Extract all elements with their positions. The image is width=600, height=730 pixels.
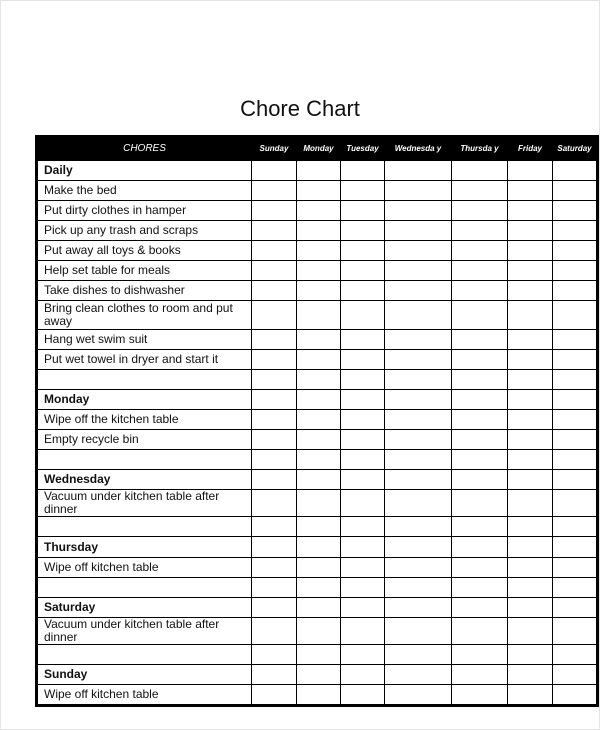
check-cell[interactable]: [341, 390, 385, 410]
check-cell[interactable]: [252, 301, 297, 330]
check-cell[interactable]: [385, 221, 452, 241]
check-cell[interactable]: [508, 618, 553, 645]
check-cell[interactable]: [252, 350, 297, 370]
check-cell[interactable]: [553, 301, 598, 330]
check-cell[interactable]: [553, 330, 598, 350]
check-cell[interactable]: [341, 410, 385, 430]
section-label: Wednesday: [37, 470, 252, 490]
check-cell[interactable]: [297, 261, 341, 281]
check-cell[interactable]: [452, 301, 508, 330]
check-cell[interactable]: [553, 558, 598, 578]
check-cell[interactable]: [252, 618, 297, 645]
check-cell[interactable]: [385, 618, 452, 645]
chore-row: [37, 330, 598, 350]
check-cell[interactable]: [252, 241, 297, 261]
section-label: Saturday: [37, 598, 252, 618]
check-cell[interactable]: [553, 390, 598, 410]
header-saturday: Saturday: [553, 136, 598, 161]
check-cell[interactable]: [341, 685, 385, 706]
check-cell[interactable]: [297, 598, 341, 618]
chore-label: Help set table for meals: [37, 261, 252, 281]
check-cell[interactable]: [341, 370, 385, 390]
check-cell[interactable]: [385, 330, 452, 350]
check-cell[interactable]: [341, 490, 385, 517]
check-cell[interactable]: [252, 430, 297, 450]
check-cell[interactable]: [297, 578, 341, 598]
check-cell[interactable]: [508, 201, 553, 221]
check-cell[interactable]: [297, 161, 341, 181]
check-cell[interactable]: [553, 645, 598, 665]
check-cell[interactable]: [297, 430, 341, 450]
check-cell[interactable]: [508, 558, 553, 578]
check-cell[interactable]: [297, 470, 341, 490]
check-cell[interactable]: [452, 450, 508, 470]
header-monday: Monday: [297, 136, 341, 161]
check-cell[interactable]: [508, 665, 553, 685]
check-cell[interactable]: [553, 281, 598, 301]
check-cell[interactable]: [252, 370, 297, 390]
check-cell[interactable]: [452, 330, 508, 350]
check-cell[interactable]: [385, 430, 452, 450]
check-cell[interactable]: [385, 490, 452, 517]
check-cell[interactable]: [452, 201, 508, 221]
check-cell[interactable]: [508, 350, 553, 370]
chore-label: Vacuum under kitchen table after dinner: [37, 490, 252, 517]
check-cell[interactable]: [341, 598, 385, 618]
check-cell[interactable]: [341, 221, 385, 241]
check-cell[interactable]: [553, 221, 598, 241]
header-wednesday: Wednesda y: [385, 136, 452, 161]
check-cell[interactable]: [553, 241, 598, 261]
check-cell[interactable]: [553, 181, 598, 201]
chore-label: Pick up any trash and scraps: [37, 221, 252, 241]
check-cell[interactable]: [385, 281, 452, 301]
chore-label: Wipe off kitchen table: [37, 685, 252, 706]
check-cell[interactable]: [452, 350, 508, 370]
check-cell[interactable]: [452, 578, 508, 598]
check-cell[interactable]: [341, 517, 385, 537]
check-cell[interactable]: [341, 261, 385, 281]
chore-label: Wipe off kitchen table: [37, 558, 252, 578]
section-row: [37, 598, 598, 618]
check-cell[interactable]: [341, 450, 385, 470]
chore-label: Vacuum under kitchen table after dinner: [37, 618, 252, 645]
header-tuesday: Tuesday: [341, 136, 385, 161]
chore-label: [37, 578, 252, 598]
check-cell[interactable]: [508, 370, 553, 390]
check-cell[interactable]: [341, 558, 385, 578]
check-cell[interactable]: [385, 598, 452, 618]
check-cell[interactable]: [252, 578, 297, 598]
check-cell[interactable]: [252, 390, 297, 410]
check-cell[interactable]: [297, 241, 341, 261]
section-row: [37, 390, 598, 410]
chore-row: [37, 221, 598, 241]
check-cell[interactable]: [385, 470, 452, 490]
check-cell[interactable]: [297, 645, 341, 665]
chore-row: [37, 261, 598, 281]
check-cell[interactable]: [252, 685, 297, 706]
check-cell[interactable]: [341, 645, 385, 665]
check-cell[interactable]: [385, 241, 452, 261]
check-cell[interactable]: [452, 470, 508, 490]
chore-label: [37, 517, 252, 537]
check-cell[interactable]: [553, 685, 598, 706]
check-cell[interactable]: [508, 598, 553, 618]
chore-row: [37, 558, 598, 578]
check-cell[interactable]: [252, 537, 297, 558]
check-cell[interactable]: [553, 430, 598, 450]
check-cell[interactable]: [297, 537, 341, 558]
check-cell[interactable]: [452, 665, 508, 685]
check-cell[interactable]: [452, 598, 508, 618]
check-cell[interactable]: [252, 281, 297, 301]
check-cell[interactable]: [452, 241, 508, 261]
check-cell[interactable]: [508, 470, 553, 490]
check-cell[interactable]: [385, 578, 452, 598]
check-cell[interactable]: [385, 350, 452, 370]
header-chores: CHORES: [37, 136, 252, 161]
check-cell[interactable]: [297, 390, 341, 410]
check-cell[interactable]: [297, 281, 341, 301]
chore-row: [37, 281, 598, 301]
check-cell[interactable]: [385, 161, 452, 181]
check-cell[interactable]: [252, 261, 297, 281]
check-cell[interactable]: [341, 330, 385, 350]
check-cell[interactable]: [508, 390, 553, 410]
check-cell[interactable]: [452, 161, 508, 181]
chore-row: [37, 618, 598, 645]
header-row: [37, 136, 598, 161]
check-cell[interactable]: [452, 517, 508, 537]
check-cell[interactable]: [385, 517, 452, 537]
blank-row: [37, 578, 598, 598]
check-cell[interactable]: [297, 350, 341, 370]
check-cell[interactable]: [452, 261, 508, 281]
header-thursday: Thursda y: [452, 136, 508, 161]
chore-row: [37, 301, 598, 330]
check-cell[interactable]: [508, 181, 553, 201]
check-cell[interactable]: [252, 330, 297, 350]
check-cell[interactable]: [252, 410, 297, 430]
check-cell[interactable]: [508, 261, 553, 281]
check-cell[interactable]: [452, 618, 508, 645]
check-cell[interactable]: [452, 558, 508, 578]
check-cell[interactable]: [508, 301, 553, 330]
check-cell[interactable]: [508, 685, 553, 706]
check-cell[interactable]: [341, 350, 385, 370]
check-cell[interactable]: [297, 181, 341, 201]
check-cell[interactable]: [553, 370, 598, 390]
check-cell[interactable]: [508, 281, 553, 301]
check-cell[interactable]: [385, 558, 452, 578]
check-cell[interactable]: [341, 618, 385, 645]
check-cell[interactable]: [452, 645, 508, 665]
check-cell[interactable]: [297, 201, 341, 221]
check-cell[interactable]: [385, 450, 452, 470]
check-cell[interactable]: [341, 430, 385, 450]
check-cell[interactable]: [553, 578, 598, 598]
check-cell[interactable]: [452, 281, 508, 301]
chore-row: [37, 685, 598, 706]
check-cell[interactable]: [553, 618, 598, 645]
chore-label: [37, 370, 252, 390]
check-cell[interactable]: [297, 517, 341, 537]
section-row: [37, 161, 598, 181]
check-cell[interactable]: [297, 330, 341, 350]
check-cell[interactable]: [252, 558, 297, 578]
section-row: [37, 537, 598, 558]
check-cell[interactable]: [252, 201, 297, 221]
check-cell[interactable]: [252, 450, 297, 470]
check-cell[interactable]: [385, 370, 452, 390]
chore-label: Wipe off the kitchen table: [37, 410, 252, 430]
check-cell[interactable]: [297, 685, 341, 706]
check-cell[interactable]: [452, 370, 508, 390]
check-cell[interactable]: [385, 537, 452, 558]
chore-row: [37, 181, 598, 201]
header-sunday: Sunday: [252, 136, 297, 161]
check-cell[interactable]: [297, 618, 341, 645]
check-cell[interactable]: [341, 201, 385, 221]
check-cell[interactable]: [508, 330, 553, 350]
check-cell[interactable]: [297, 301, 341, 330]
chore-label: [37, 645, 252, 665]
check-cell[interactable]: [341, 161, 385, 181]
check-cell[interactable]: [452, 181, 508, 201]
check-cell[interactable]: [553, 537, 598, 558]
check-cell[interactable]: [553, 201, 598, 221]
chore-label: Make the bed: [37, 181, 252, 201]
check-cell[interactable]: [297, 665, 341, 685]
chore-row: [37, 201, 598, 221]
chore-label: Hang wet swim suit: [37, 330, 252, 350]
chore-label: [37, 450, 252, 470]
check-cell[interactable]: [297, 450, 341, 470]
check-cell[interactable]: [508, 221, 553, 241]
check-cell[interactable]: [508, 241, 553, 261]
chore-row: [37, 350, 598, 370]
check-cell[interactable]: [297, 558, 341, 578]
chore-label: Bring clean clothes to room and put away: [37, 301, 252, 330]
check-cell[interactable]: [252, 470, 297, 490]
check-cell[interactable]: [341, 665, 385, 685]
check-cell[interactable]: [252, 645, 297, 665]
chore-row: [37, 490, 598, 517]
chore-label: Take dishes to dishwasher: [37, 281, 252, 301]
chore-row: [37, 410, 598, 430]
check-cell[interactable]: [341, 470, 385, 490]
blank-row: [37, 450, 598, 470]
check-cell[interactable]: [341, 241, 385, 261]
check-cell[interactable]: [385, 201, 452, 221]
check-cell[interactable]: [508, 161, 553, 181]
chore-label: Put wet towel in dryer and start it: [37, 350, 252, 370]
check-cell[interactable]: [385, 261, 452, 281]
check-cell[interactable]: [452, 685, 508, 706]
check-cell[interactable]: [252, 181, 297, 201]
check-cell[interactable]: [508, 450, 553, 470]
check-cell[interactable]: [553, 517, 598, 537]
check-cell[interactable]: [385, 665, 452, 685]
check-cell[interactable]: [297, 490, 341, 517]
check-cell[interactable]: [452, 410, 508, 430]
check-cell[interactable]: [341, 281, 385, 301]
chore-row: [37, 430, 598, 450]
check-cell[interactable]: [452, 390, 508, 410]
check-cell[interactable]: [553, 350, 598, 370]
chore-label: Put dirty clothes in hamper: [37, 201, 252, 221]
blank-row: [37, 370, 598, 390]
check-cell[interactable]: [553, 665, 598, 685]
check-cell[interactable]: [508, 645, 553, 665]
check-cell[interactable]: [385, 685, 452, 706]
check-cell[interactable]: [341, 181, 385, 201]
chore-row: [37, 241, 598, 261]
check-cell[interactable]: [508, 430, 553, 450]
section-row: [37, 665, 598, 685]
check-cell[interactable]: [508, 537, 553, 558]
check-cell[interactable]: [385, 410, 452, 430]
check-cell[interactable]: [252, 161, 297, 181]
check-cell[interactable]: [252, 665, 297, 685]
section-row: [37, 470, 598, 490]
check-cell[interactable]: [508, 578, 553, 598]
check-cell[interactable]: [452, 490, 508, 517]
check-cell[interactable]: [341, 537, 385, 558]
page-title: Chore Chart: [240, 96, 360, 121]
check-cell[interactable]: [553, 261, 598, 281]
check-cell[interactable]: [553, 450, 598, 470]
blank-row: [37, 517, 598, 537]
check-cell[interactable]: [508, 517, 553, 537]
check-cell[interactable]: [297, 410, 341, 430]
blank-row: [37, 645, 598, 665]
check-cell[interactable]: [508, 410, 553, 430]
check-cell[interactable]: [297, 221, 341, 241]
check-cell[interactable]: [252, 598, 297, 618]
header-friday: Friday: [508, 136, 553, 161]
check-cell[interactable]: [452, 221, 508, 241]
section-label: Daily: [37, 161, 252, 181]
chore-label: Empty recycle bin: [37, 430, 252, 450]
check-cell[interactable]: [508, 490, 553, 517]
chore-table: [35, 135, 599, 707]
check-cell[interactable]: [385, 390, 452, 410]
check-cell[interactable]: [452, 430, 508, 450]
check-cell[interactable]: [553, 470, 598, 490]
check-cell[interactable]: [553, 161, 598, 181]
check-cell[interactable]: [452, 537, 508, 558]
check-cell[interactable]: [341, 301, 385, 330]
check-cell[interactable]: [252, 221, 297, 241]
check-cell[interactable]: [553, 598, 598, 618]
check-cell[interactable]: [385, 301, 452, 330]
check-cell[interactable]: [252, 490, 297, 517]
check-cell[interactable]: [553, 490, 598, 517]
check-cell[interactable]: [341, 578, 385, 598]
check-cell[interactable]: [385, 181, 452, 201]
check-cell[interactable]: [297, 370, 341, 390]
check-cell[interactable]: [553, 410, 598, 430]
section-label: Monday: [37, 390, 252, 410]
section-label: Sunday: [37, 665, 252, 685]
section-label: Thursday: [37, 537, 252, 558]
chore-label: Put away all toys & books: [37, 241, 252, 261]
check-cell[interactable]: [385, 645, 452, 665]
check-cell[interactable]: [252, 517, 297, 537]
